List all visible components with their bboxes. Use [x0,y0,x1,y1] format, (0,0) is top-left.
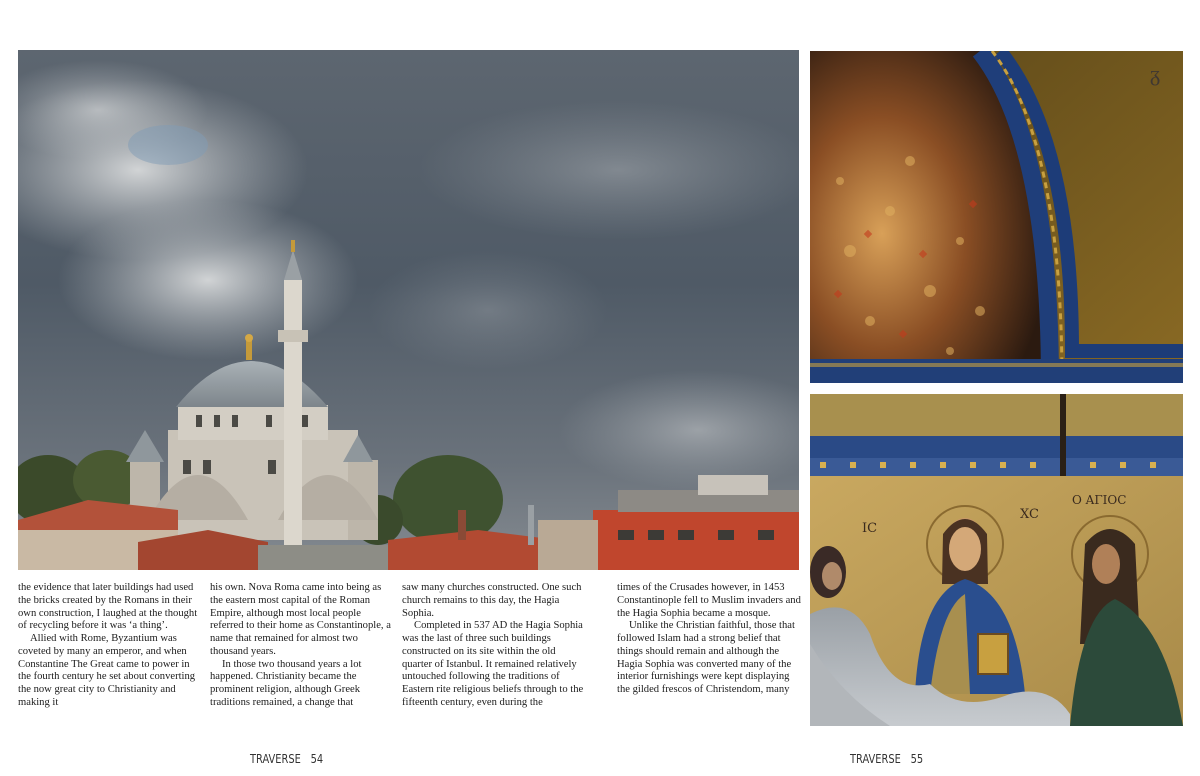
column-4-paragraph-2: Unlike the Christian faithful, those that followed Islam had a strong belief that things should remain and although the Hagia Sophia was converted many of the interior furnishings were kept displaying the gilded frescos of Christendom, many [617,620,795,695]
article-column-3 [402,582,588,710]
column-4-paragraph-1: times of the Crusades however, in 1453 Constantinople fell to Muslim invaders and the Hagia Sophia became a mosque. [617,582,801,619]
deesis-inscription-xc: XC [1020,507,1039,522]
article-column-2 [210,582,396,710]
column-1-paragraph-1: the evidence that later buildings had used the bricks created by the Romans in their own construction, I laughed at the thought of recycling before it was ‘a thing’. [18,582,198,632]
deesis-mosaic-illustration [810,394,1183,726]
column-2-paragraph-1: his own. Nova Roma came into being as the eastern most capital of the Roman Empire, although most local people referred to their home as Constantinople, a name that remained for almost two thousand years. [210,582,391,657]
column-1-paragraph-2: Allied with Rome, Byzantium was coveted by many an emperor, and when Constantine The Great came to power in the fourth century he set about converting the now great city to Christianity and making it [18,633,196,708]
mosque-photo [18,50,799,570]
folio-right [850,752,923,766]
svg-text:ᵹ: ᵹ [1150,62,1161,87]
deesis-inscription-ic: IC [862,521,878,536]
mosaic-dome-photo [810,51,1183,383]
column-3-paragraph-1: saw many churches constructed. One such church remains to this day, the Hagia Sophia. [402,582,582,619]
folio-left [250,752,323,766]
folio-left-magazine-name: TRAVERSE [250,752,301,766]
deesis-mosaic-photo [810,394,1183,726]
folio-right-magazine-name: TRAVERSE [850,752,901,766]
mosaic-dome-illustration [810,51,1183,383]
column-3-paragraph-2: Completed in 537 AD the Hagia Sophia was the last of three such buildings constructed on its site within the old quarter of Istanbul. It remained relatively untouched following the traditions of Eastern rite religious beliefs through to the fifteenth century, even during the [402,620,584,708]
folio-right-page-number: 55 [910,752,924,766]
deesis-inscription-o-agios: O AΓIOC [1072,493,1127,507]
article-column-1 [18,582,204,710]
folio-left-page-number: 54 [310,752,324,766]
article-column-4 [617,582,803,697]
mosque-illustration [18,50,799,570]
column-2-paragraph-2: In those two thousand years a lot happened. Christianity became the prominent religion, although Greek traditions remained, a change that [210,658,362,708]
